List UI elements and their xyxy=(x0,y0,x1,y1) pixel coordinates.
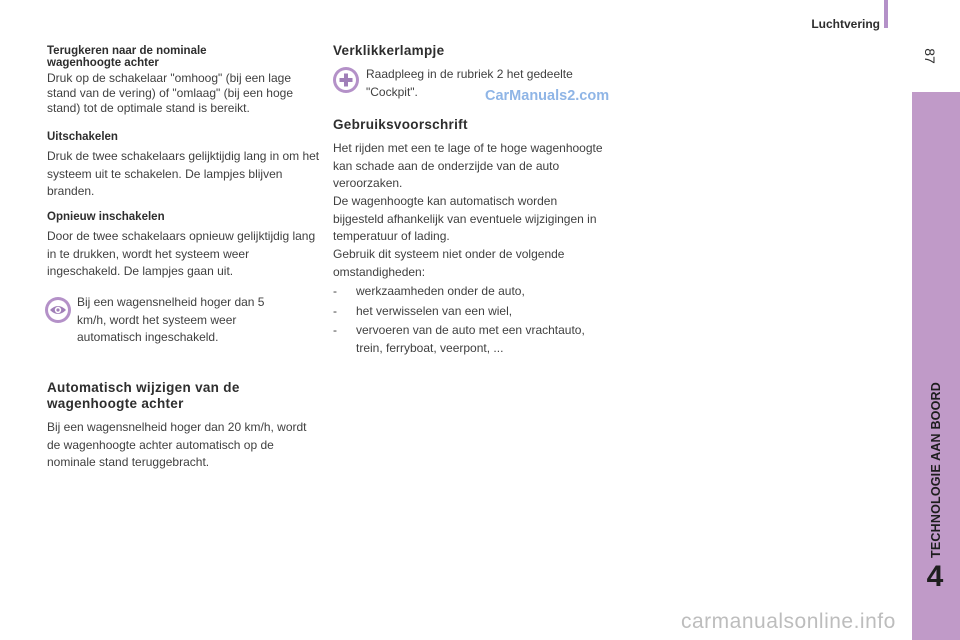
chapter-label: TECHNOLOGIE AAN BOORD xyxy=(929,382,943,558)
note-text: Bij een wagensnelheid hoger dan 5 km/h, wordt het systeem weer automatisch ingeschakeld. xyxy=(77,295,265,344)
watermark-carmanuals2: CarManuals2.com xyxy=(485,88,610,104)
list-item: - het verwisselen van een wiel, xyxy=(333,303,513,318)
conditions-list xyxy=(333,283,613,357)
return-title: Terugkeren naar de nominale wagenhoogte achter xyxy=(47,45,207,69)
off-title: Uitschakelen xyxy=(47,131,118,143)
list-item: - vervoeren van de auto met een vrachtauto, trein, ferryboat, veerpont, ... xyxy=(333,323,585,355)
header-accent-bar xyxy=(884,0,888,28)
return-text: Druk op de schakelaar "omhoog" (bij een lage stand van de vering) of "omlaag" (bij een hoge stand) tot de optimale stand is bereikt. xyxy=(47,71,294,115)
auto-text: Bij een wagensnelheid hoger dan 20 km/h, wordt de wagenhoogte achter automatisch op de nominale stand teruggebracht. xyxy=(47,420,307,469)
eye-icon xyxy=(45,297,71,323)
usage-paragraph-3: Gebruik dit systeem niet onder de volgende omstandigheden: xyxy=(333,247,565,279)
usage-paragraph-2: De wagenhoogte kan automatisch worden bijgesteld afhankelijk van eventuele wijzigingen in temperatuur of lading. xyxy=(333,194,597,243)
indicator-title: Verklikkerlampje xyxy=(333,43,445,58)
watermark-carmanualsonline: carmanualsonline.info xyxy=(681,610,896,633)
on-text: Door de twee schakelaars opnieuw gelijktijdig lang in te drukken, wordt het systeem weer ingeschakeld. De lampjes gaan uit. xyxy=(47,229,316,278)
on-title: Opnieuw inschakelen xyxy=(47,211,165,223)
page-number: 87 xyxy=(922,48,938,64)
usage-paragraph-1: Het rijden met een te lage of te hoge wagenhoogte kan schade aan de onderzijde van de auto veroorzaken. xyxy=(333,141,603,190)
off-text: Druk de twee schakelaars gelijktijdig lang in om het systeem uit te schakelen. De lampjes blijven branden. xyxy=(47,149,320,198)
plus-icon xyxy=(333,67,359,93)
auto-title: Automatisch wijzigen van de wagenhoogte achter xyxy=(47,380,240,411)
page-header-title: Luchtvering xyxy=(811,17,880,31)
indicator-text: Raadpleeg in de rubriek 2 het gedeelte "Cockpit". xyxy=(366,67,573,99)
list-item: - werkzaamheden onder de auto, xyxy=(333,284,525,298)
usage-title: Gebruiksvoorschrift xyxy=(333,117,468,132)
chapter-number: 4 xyxy=(926,560,944,593)
